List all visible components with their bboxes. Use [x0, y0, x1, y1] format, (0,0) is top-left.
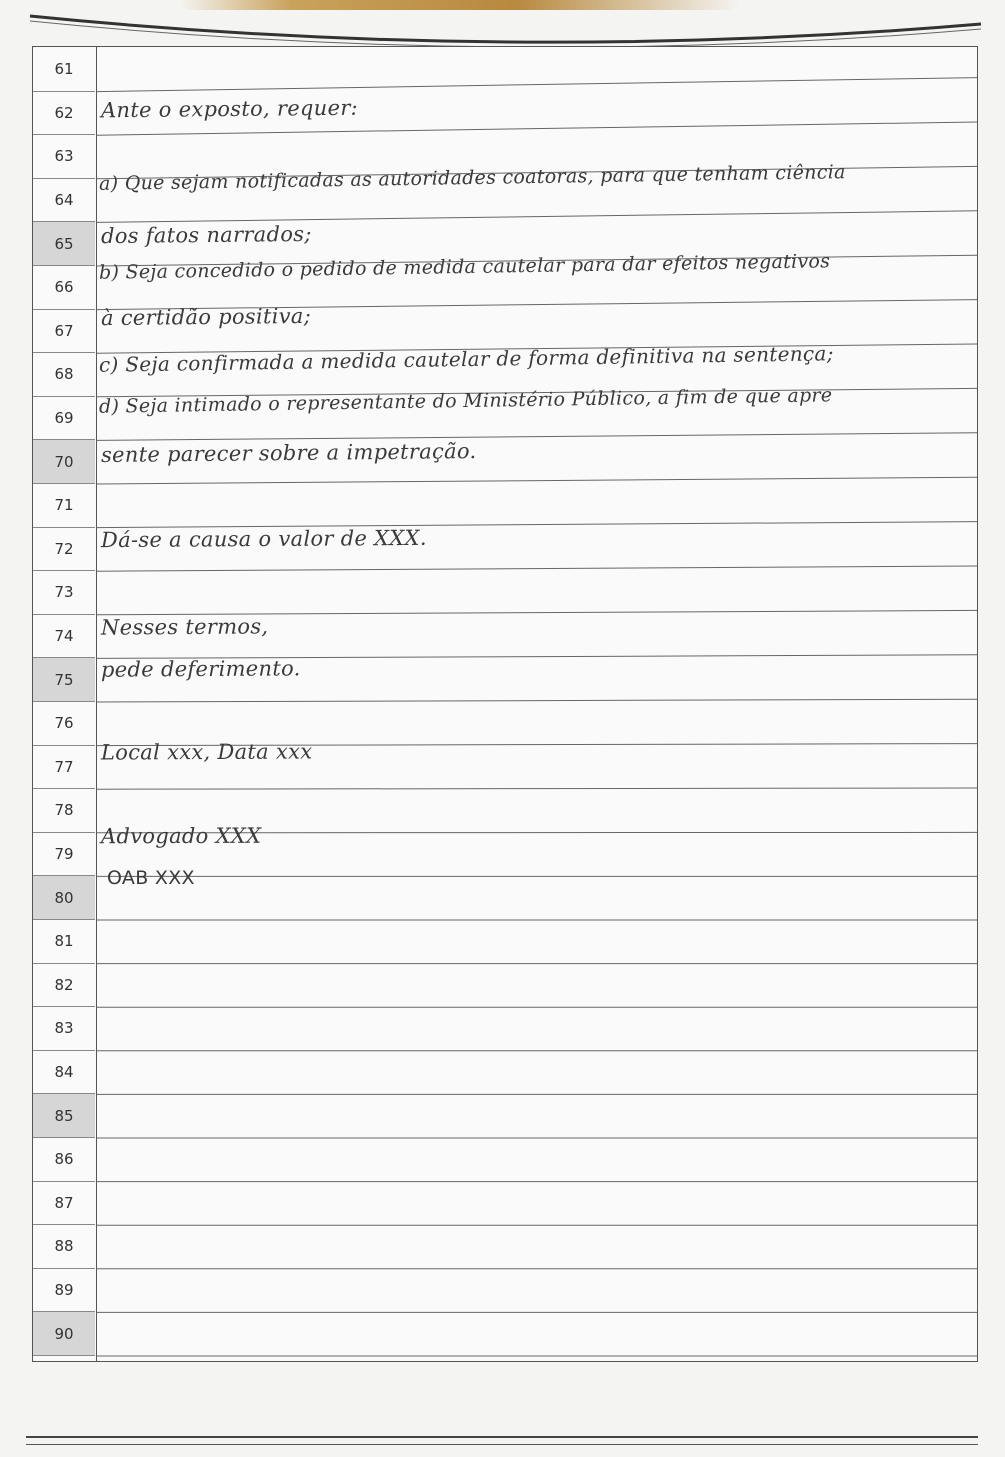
line-number: 65: [33, 222, 95, 266]
line-number: 84: [33, 1051, 95, 1095]
handwritten-line-73: Nesses termos,: [100, 614, 269, 640]
line-number: 86: [33, 1138, 95, 1182]
line-number: 71: [33, 484, 95, 528]
line-number: 79: [33, 833, 95, 877]
handwritten-line-76: Local xxx, Data xxx: [100, 739, 313, 765]
line-number: 66: [33, 266, 95, 310]
handwritten-line-64: dos fatos narrados;: [100, 221, 312, 249]
handwritten-line-68: d) Seja intimado o representante do Ministério Público, a fim de que apre: [98, 384, 833, 418]
handwritten-line-62: Ante o exposto, requer:: [100, 95, 359, 123]
bottom-border-line: [26, 1436, 978, 1445]
line-number-column: [33, 47, 97, 1361]
ruled-line: [97, 78, 977, 92]
line-number: 82: [33, 964, 95, 1008]
handwritten-line-63: a) Que sejam notificadas as autoridades coatoras, para que tenham ciência: [98, 161, 846, 195]
handwritten-line-66: à certidão positiva;: [100, 303, 312, 331]
line-number: 63: [33, 135, 95, 179]
line-number: 83: [33, 1007, 95, 1051]
ruled-line: [97, 788, 977, 789]
line-number: 80: [33, 876, 95, 920]
line-number: 78: [33, 789, 95, 833]
ruled-line: [97, 211, 977, 223]
handwritten-line-67: c) Seja confirmada a medida cautelar de forma definitiva na sentença;: [98, 341, 834, 377]
line-number: 73: [33, 571, 95, 615]
line-number: 74: [33, 615, 95, 659]
ruled-line: [97, 477, 977, 484]
line-number: 81: [33, 920, 95, 964]
ruled-line: [97, 433, 977, 441]
handwritten-line-71: Dá-se a causa o valor de XXX.: [100, 525, 427, 553]
handwritten-line-65: b) Seja concedido o pedido de medida cautelar para dar efeitos negativos: [98, 250, 831, 284]
ruled-line: [97, 699, 977, 702]
handwritten-line-78: Advogado XXX: [100, 823, 262, 849]
line-number: 89: [33, 1269, 95, 1313]
handwritten-line-74: pede deferimento.: [100, 656, 301, 682]
handwritten-line-79: OAB XXX: [107, 867, 195, 889]
line-number: 88: [33, 1225, 95, 1269]
line-number: 87: [33, 1182, 95, 1226]
line-number: 72: [33, 528, 95, 572]
line-number: 70: [33, 440, 95, 484]
line-number: 76: [33, 702, 95, 746]
ruled-line: [97, 566, 977, 571]
line-number: 61: [33, 48, 95, 92]
line-number: 64: [33, 179, 95, 223]
ruled-line: [97, 122, 977, 135]
line-number: 67: [33, 310, 95, 354]
line-number: 68: [33, 353, 95, 397]
line-number: 85: [33, 1094, 95, 1138]
line-number: 75: [33, 658, 95, 702]
line-number: 69: [33, 397, 95, 441]
handwritten-line-69: sente parecer sobre a impetração.: [100, 439, 477, 467]
coffee-stain: [180, 0, 740, 10]
line-number: 90: [33, 1312, 95, 1356]
answer-sheet: [32, 46, 978, 1362]
line-number: 77: [33, 746, 95, 790]
line-number: 62: [33, 92, 95, 136]
